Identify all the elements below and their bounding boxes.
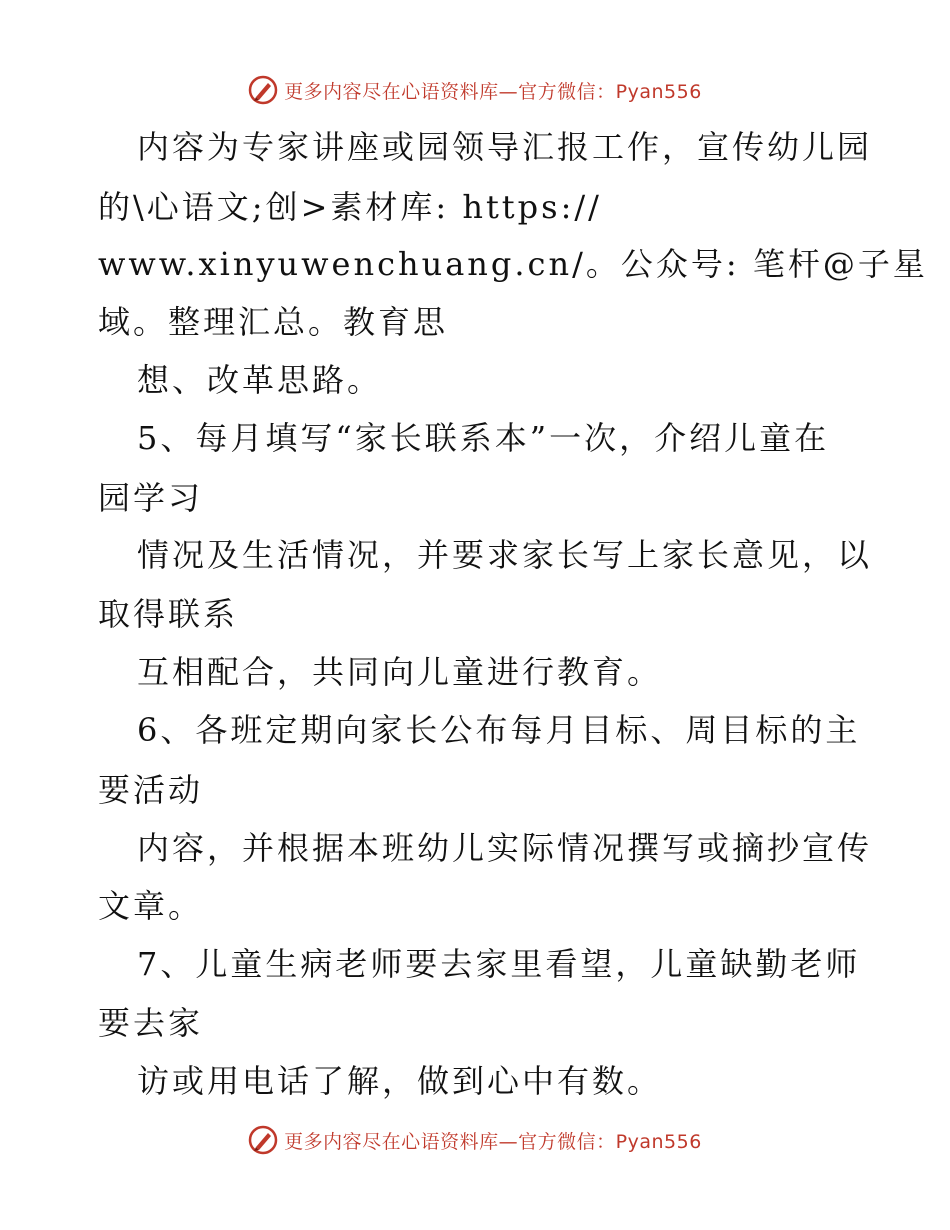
text-line: 7、儿童生病老师要去家里看望，儿童缺勤老师 (137, 945, 861, 983)
text-line: 内容，并根据本班幼儿实际情况撰写或摘抄宣传 (137, 829, 873, 867)
text-line: 互相配合，共同向儿童进行教育。 (137, 653, 663, 691)
text-line: 访或用电话了解，做到心中有数。 (137, 1062, 663, 1100)
text-line: 文章。 (98, 887, 204, 925)
header-watermark-text: 更多内容尽在心语资料库—官方微信：Pyan556 (284, 80, 702, 103)
text-line: 6、各班定期向家长公布每月目标、周目标的主 (137, 711, 861, 749)
text-line: 情况及生活情况，并要求家长写上家长意见，以 (137, 536, 873, 574)
text-line: 取得联系 (98, 595, 239, 633)
text-line: 域。整理汇总。教育思 (98, 303, 449, 341)
footer-watermark-text: 更多内容尽在心语资料库—官方微信：Pyan556 (284, 1130, 702, 1153)
footer-watermark (0, 1120, 950, 1160)
pen-logo-icon (248, 75, 278, 105)
text-line: 的\心语文;创>素材库: https:// (98, 188, 602, 226)
text-line: 想、改革思路。 (137, 361, 383, 399)
header-watermark (0, 70, 950, 110)
text-line: 园学习 (98, 479, 204, 517)
text-line: www.xinyuwenchuang.cn/。公众号: 笔杆@子星 (98, 245, 928, 283)
text-line: 内容为专家讲座或园领导汇报工作，宣传幼儿园 (137, 128, 873, 166)
text-line: 5、每月填写“家长联系本”一次，介绍儿童在 (137, 419, 830, 457)
pen-logo-icon (248, 1125, 278, 1155)
text-line: 要去家 (98, 1004, 204, 1042)
text-line: 要活动 (98, 771, 204, 809)
